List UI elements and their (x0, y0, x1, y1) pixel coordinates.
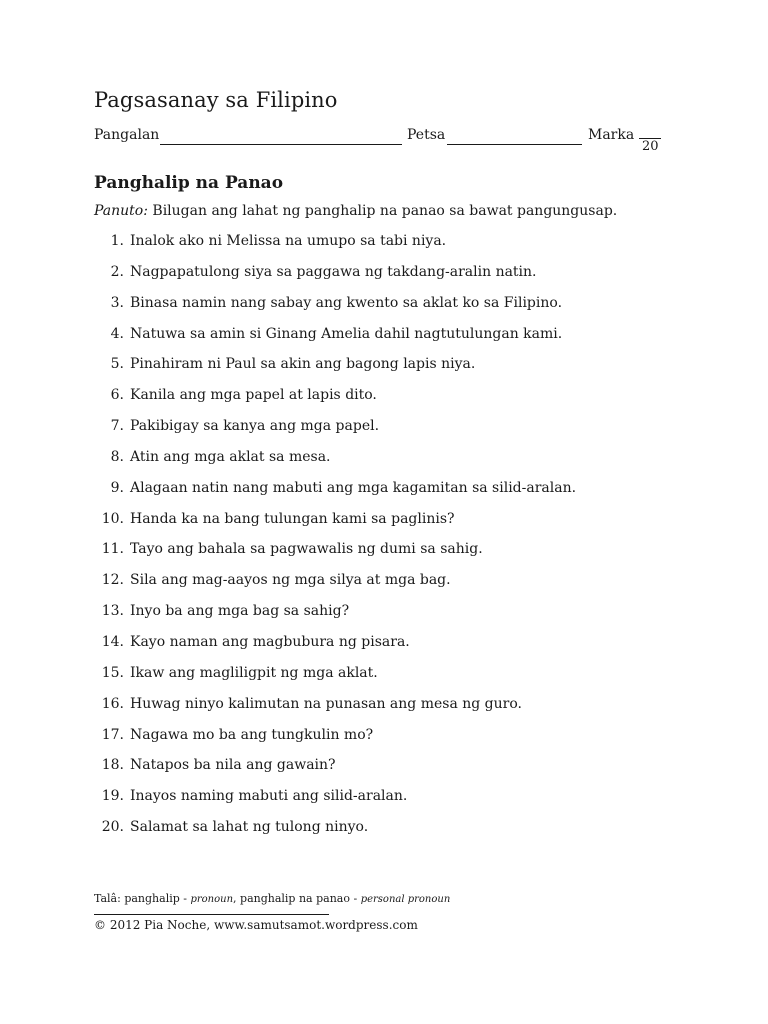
date-label: Petsa (407, 127, 446, 143)
item-text: Binasa namin nang sabay ang kwento sa aklat ko sa Filipino. (130, 294, 563, 311)
item-text: Kanila ang mga papel at lapis dito. (130, 387, 377, 404)
copyright-text: © 2012 Pia Noche, www.samutsamot.wordpress.com (94, 918, 418, 932)
page-title: Pagsasanay sa Filipino (94, 88, 338, 112)
item-number: 6. (110, 387, 124, 404)
item-number: 12. (101, 572, 124, 589)
item-text: Kayo naman ang magbubura ng pisara. (130, 633, 410, 650)
instruction (94, 203, 617, 219)
item-text: Huwag ninyo kalimutan na punasan ang mesa ng guro. (130, 695, 522, 712)
item-number: 17. (101, 726, 124, 743)
date-blank-line (447, 144, 582, 145)
item-text: Inalok ako ni Melissa na umupo sa tabi niya. (130, 233, 447, 249)
note-middle: , panghalip na panao - (233, 892, 358, 905)
note-label: Talâ: panghalip - (94, 892, 187, 905)
score-label: Marka (588, 127, 635, 143)
item-text: Tayo ang bahala sa pagwawalis ng dumi sa sahig. (130, 541, 483, 558)
name-label: Pangalan (94, 127, 160, 143)
item-number: 18. (101, 757, 124, 774)
item-text: Handa ka na bang tulungan kami sa paglinis? (130, 510, 455, 527)
item-text: Atin ang mga aklat sa mesa. (130, 448, 331, 465)
item-number: 19. (101, 788, 124, 805)
item-text: Nagawa mo ba ang tungkulin mo? (130, 726, 374, 743)
item-text: Nagpapatulong siya sa paggawa ng takdang-aralin natin. (130, 263, 537, 280)
section-title: Panghalip na Panao (94, 173, 284, 193)
footer-rule (94, 914, 329, 915)
item-number: 8. (110, 448, 124, 465)
item-text: Inyo ba ang mga bag sa sahig? (130, 603, 350, 620)
footnote (94, 892, 450, 905)
item-number: 4. (110, 325, 124, 342)
item-text: Natuwa sa amin si Ginang Amelia dahil nagtutulungan kami. (130, 325, 563, 342)
score-total: 20 (642, 139, 659, 154)
item-text: Alagaan natin nang mabuti ang mga kagamitan sa silid-aralan. (130, 479, 577, 496)
instruction-text: Bilugan ang lahat ng panghalip na panao sa bawat pangungusap. (152, 203, 618, 219)
item-text: Pinahiram ni Paul sa akin ang bagong lapis niya. (130, 356, 476, 373)
item-number: 9. (110, 479, 124, 496)
note-term-pronoun: pronoun (190, 894, 234, 905)
item-number: 13. (101, 603, 124, 620)
item-number: 20. (101, 819, 124, 836)
item-number: 16. (101, 695, 124, 712)
item-text: Ikaw ang magliligpit ng mga aklat. (130, 664, 378, 681)
note-term-personal-pronoun: personal pronoun (360, 894, 451, 905)
item-number: 3. (110, 294, 124, 311)
item-text: Natapos ba nila ang gawain? (130, 757, 336, 774)
item-number: 14. (101, 633, 124, 650)
item-number: 11. (101, 541, 124, 558)
item-text: Sila ang mag-aayos ng mga silya at mga bag. (130, 572, 451, 589)
item-text: Pakibigay sa kanya ang mga papel. (130, 418, 380, 435)
item-number: 15. (101, 664, 124, 681)
name-blank-line (160, 144, 402, 145)
item-text: Salamat sa lahat ng tulong ninyo. (130, 819, 369, 836)
item-number: 7. (110, 418, 124, 435)
instruction-label: Panuto: (94, 203, 148, 219)
item-number: 10. (101, 510, 124, 527)
item-number: 5. (110, 356, 124, 373)
item-number: 2. (110, 263, 124, 280)
header-fields (94, 127, 674, 157)
item-number: 1. (110, 233, 124, 249)
item-text: Inayos naming mabuti ang silid-aralan. (130, 788, 408, 805)
